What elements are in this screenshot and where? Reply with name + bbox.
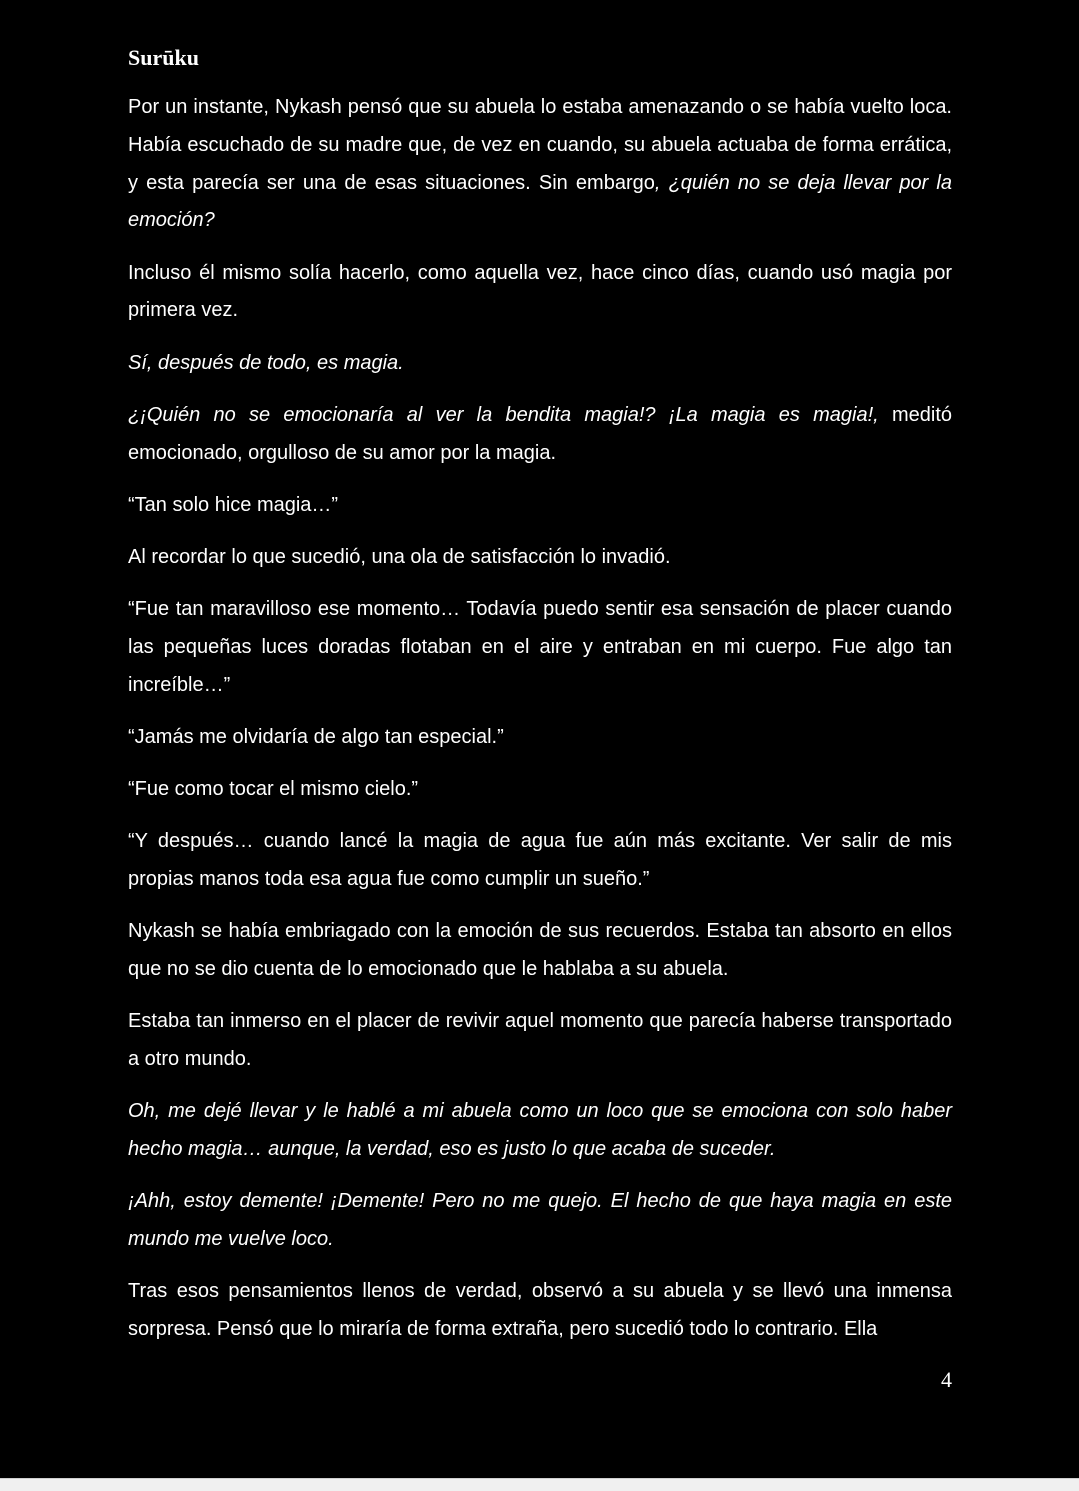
paragraph-4	[128, 397, 952, 473]
paragraph-10: “Y después… cuando lancé la magia de agua fue aún más excitante. Ver salir de mis propias manos toda esa agua fue como cumplir un sueño.”	[128, 830, 952, 891]
paragraph-1	[128, 89, 952, 240]
book-title-header: Surūku	[128, 45, 199, 70]
paragraph-4-italic: ¿¡Quién no se emocionaría al ver la bendita magia!? ¡La magia es magia!,	[128, 403, 879, 426]
paragraph-5: “Tan solo hice magia…”	[128, 493, 339, 516]
paragraph-7: “Fue tan maravilloso ese momento… Todavía puedo sentir esa sensación de placer cuando las pequeñas luces doradas flotaban en el aire y entraban en mi cuerpo. Fue algo tan increíble…”	[128, 598, 952, 696]
paragraph-11: Nykash se había embriagado con la emoción de sus recuerdos. Estaba tan absorto en ellos que no se dio cuenta de lo emocionado que le hablaba a su abuela.	[128, 920, 952, 981]
viewer-bottom-edge	[0, 1478, 1079, 1491]
paragraph-14: ¡Ahh, estoy demente! ¡Demente! Pero no me quejo. El hecho de que haya magia en este mundo me vuelve loco.	[128, 1190, 952, 1250]
body-text	[128, 89, 952, 1349]
page-number: 4	[941, 1367, 952, 1392]
paragraph-6: Al recordar lo que sucedió, una ola de satisfacción lo invadió.	[128, 545, 671, 568]
paragraph-13: Oh, me dejé llevar y le hablé a mi abuela como un loco que se emociona con solo haber hecho magia… aunque, la verdad, eso es justo lo que acaba de suceder.	[128, 1100, 952, 1161]
paragraph-9: “Fue como tocar el mismo cielo.”	[128, 778, 419, 801]
paragraph-4-text: meditó emocionado, orgulloso de su amor por la magia.	[128, 403, 953, 464]
paragraph-1-text: Por un instante, Nykash pensó que su abuela lo estaba amenazando o se había vuelto loca. Había escuchado de su madre que, de vez en cuando, su abuela actuaba de forma errática, y esta parecía ser una de esas situaciones. Sin embargo	[128, 96, 952, 194]
paragraph-12: Estaba tan inmerso en el placer de revivir aquel momento que parecía haberse transportado a otro mundo.	[128, 1010, 952, 1071]
paragraph-15: Tras esos pensamientos llenos de verdad, observó a su abuela y se llevó una inmensa sorpresa. Pensó que lo miraría de forma extraña, pero sucedió todo lo contrario. Ella	[128, 1280, 952, 1340]
paragraph-8: “Jamás me olvidaría de algo tan especial.”	[128, 725, 504, 748]
paragraph-2: Incluso él mismo solía hacerlo, como aquella vez, hace cinco días, cuando usó magia por primera vez.	[128, 261, 952, 322]
paragraph-1-italic: , ¿quién no se deja llevar por la emoción?	[128, 171, 953, 232]
paragraph-3: Sí, después de todo, es magia.	[128, 351, 404, 374]
